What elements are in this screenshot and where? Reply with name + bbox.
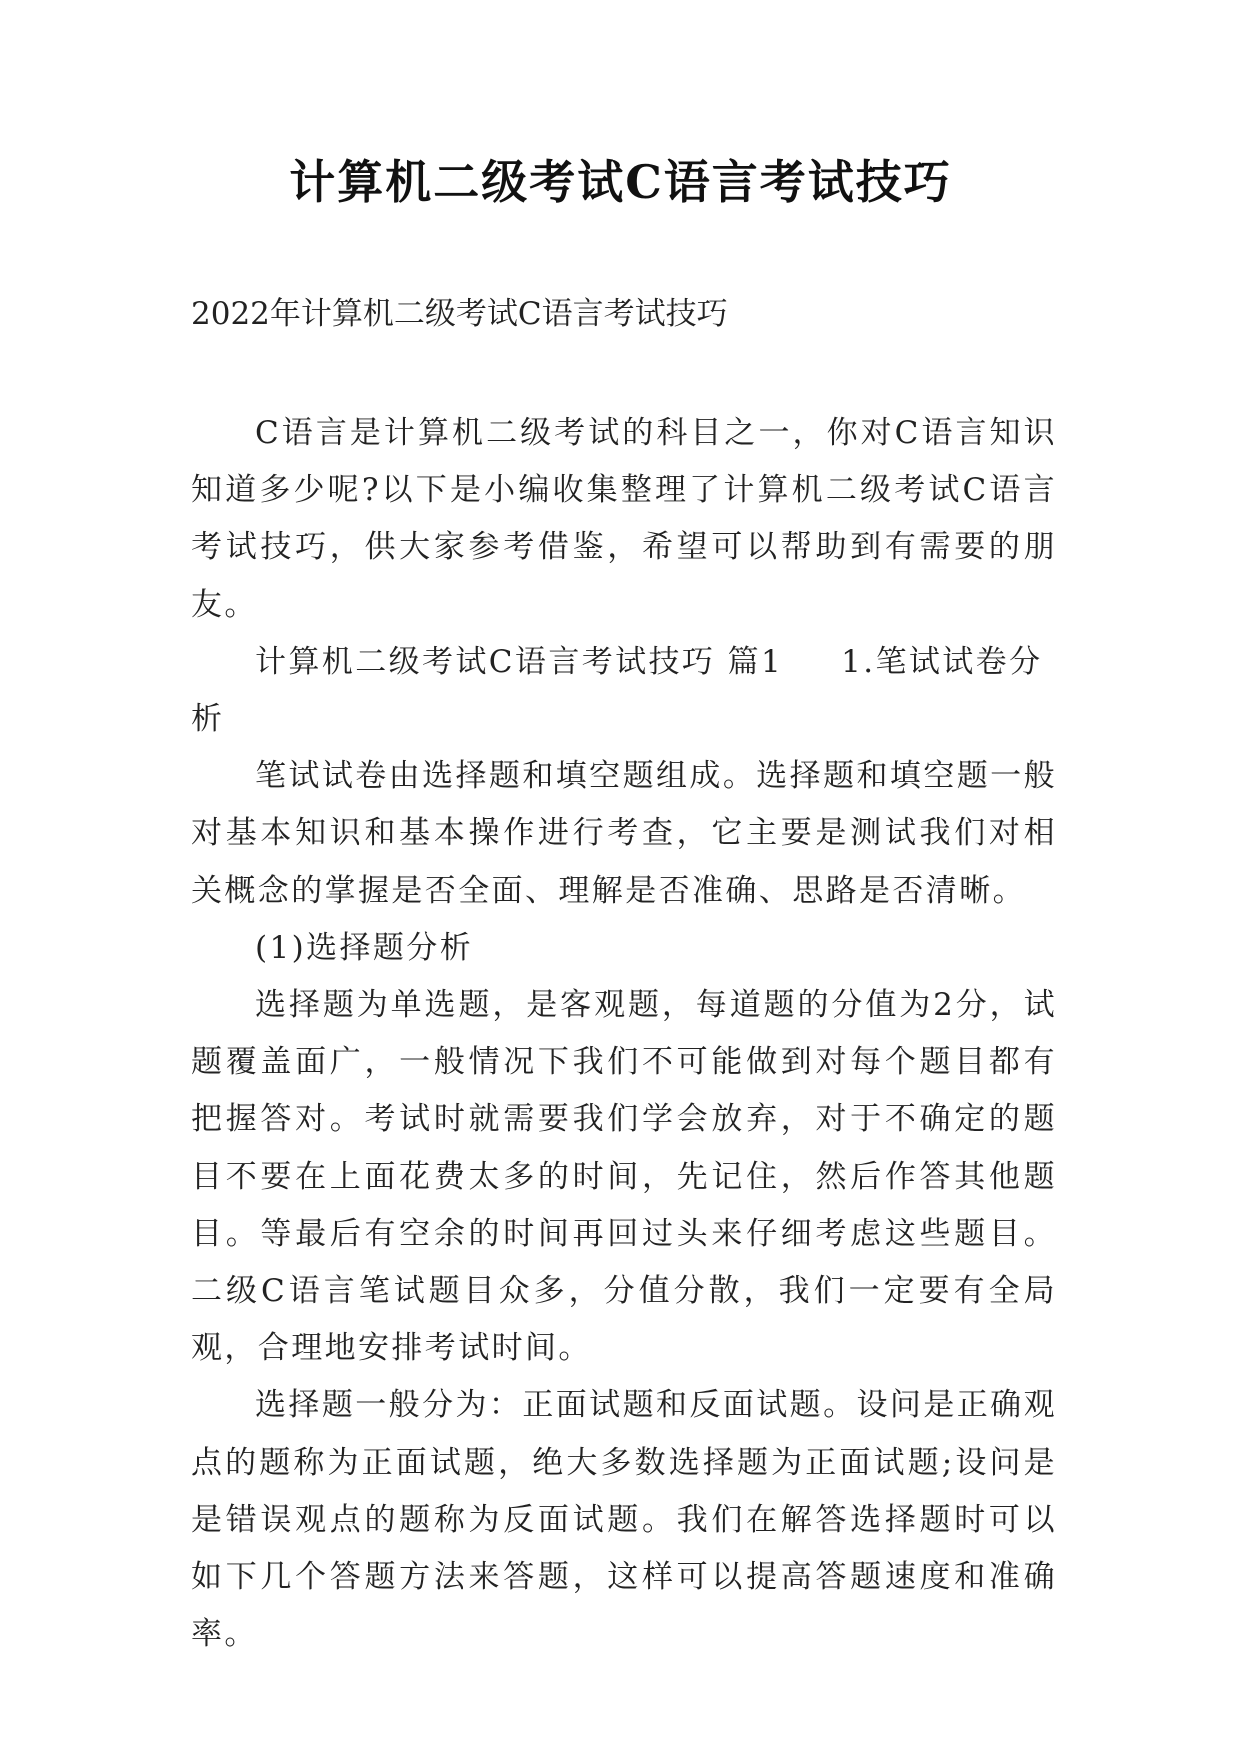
section-heading <box>191 634 1057 748</box>
document-subtitle: 2022年计算机二级考试C语言考试技巧 <box>191 296 728 332</box>
section-title: 计算机二级考试C语言考试技巧 篇1 <box>255 643 784 680</box>
choice-paragraph-2: 选择题一般分为：正面试题和反面试题。设问是正确观点的题称为正面试题，绝大多数选择题为正面试题;设问是是错误观点的题称为反面试题。我们在解答选择题时可以如下几个答题方法来答题，这样可以提高答题速度和准确率。 <box>191 1387 1057 1653</box>
section-first-heading: 1.笔试试卷分析 <box>191 643 1043 738</box>
written-exam-paragraph: 笔试试卷由选择题和填空题组成。选择题和填空题一般对基本知识和基本操作进行考查，它主要是测试我们对相关概念的掌握是否全面、理解是否准确、思路是否清晰。 <box>191 758 1057 909</box>
document-title: 计算机二级考试C语言考试技巧 <box>289 155 952 209</box>
choice-subheading: (1)选择题分析 <box>255 929 474 966</box>
choice-paragraph-1: 选择题为单选题，是客观题，每道题的分值为2分，试题覆盖面广，一般情况下我们不可能做到对每个题目都有把握答对。考试时就需要我们学会放弃，对于不确定的题目不要在上面花费太多的时间，先记住，然后作答其他题目。等最后有空余的时间再回过头来仔细考虑这些题目。二级C语言笔试题目众多，分值分散，我们一定要有全局观，合理地安排考试时间。 <box>191 987 1057 1367</box>
document-body <box>191 405 1057 1663</box>
intro-paragraph: C语言是计算机二级考试的科目之一，你对C语言知识知道多少呢?以下是小编收集整理了计算机二级考试C语言考试技巧，供大家参考借鉴，希望可以帮助到有需要的朋友。 <box>191 415 1057 623</box>
